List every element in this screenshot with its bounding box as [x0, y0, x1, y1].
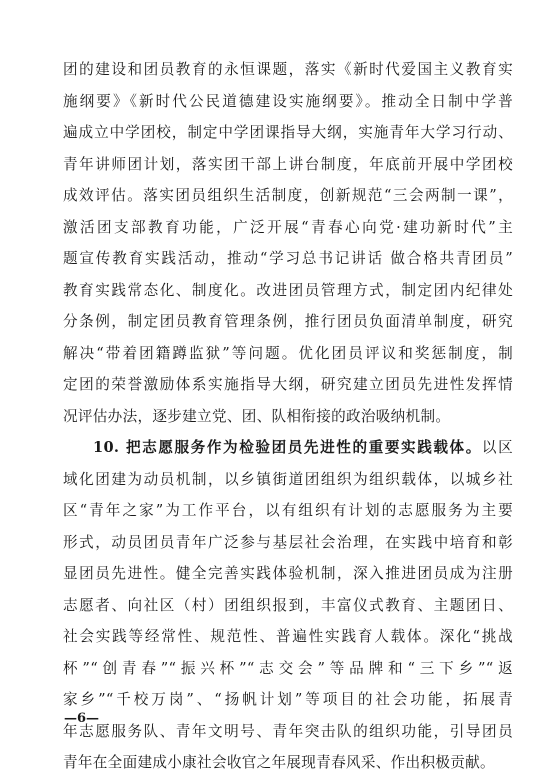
paragraph-line: 题宣传教育实践活动，推动“学习总书记讲话 做合格共青团员”: [63, 250, 513, 267]
paragraph-line: 教育实践常态化、制度化。改进团员管理方式，制定团内纪律处: [63, 281, 513, 299]
paragraph-line: 青年讲师团计划，落实团干部上讲台制度，年底前开展中学团校: [63, 155, 513, 173]
paragraph-line: 社会实践等经常性、规范性、普遍性实践育人载体。深化“挑战: [63, 628, 513, 645]
paragraph-line: 况评估办法，逐步建立党、团、队相衔接的政治吸纳机制。: [63, 407, 451, 425]
page-number: —6—: [64, 711, 100, 726]
paragraph-line: 团的建设和团员教育的永恒课题，落实《新时代爱国主义教育实: [63, 61, 513, 78]
paragraph-line: 年志愿服务队、青年文明号、青年突击队的组织功能，引导团员: [63, 722, 513, 740]
paragraph-line: 家乡”“千校万岗”、“扬帆计划”等项目的社会功能，拓展青: [63, 691, 513, 708]
paragraph-line: 青年在全面建成小康社会收官之年展现青春风采、作出积极贡献。: [63, 754, 495, 771]
paragraph-line: 杯”“创青春”“振兴杯”“志交会”等品牌和“三下乡”“返: [63, 659, 513, 677]
paragraph-line: 区“青年之家”为工作平台，以有组织有计划的志愿服务为主要: [63, 502, 513, 519]
paragraph-line: 遍成立中学团校，制定中学团课指导大纲，实施青年大学习行动、: [63, 124, 513, 141]
paragraph-line: 志愿者、向社区（村）团组织报到，丰富仪式教育、主题团日、: [63, 596, 513, 614]
section-heading-tail: 以区: [481, 439, 513, 456]
paragraph-line: 解决“带着团籍蹲监狱”等问题。优化团员评议和奖惩制度，制: [63, 344, 513, 362]
paragraph-line: 定团的荣誉激励体系实施指导大纲，研究建立团员先进性发挥情: [63, 376, 513, 393]
paragraph-line: 域化团建为动员机制，以乡镇街道团组织为组织载体，以城乡社: [63, 470, 513, 488]
paragraph-line: 分条例，制定团员教育管理条例，推行团员负面清单制度，研究: [63, 313, 513, 330]
paragraph-line: 显团员先进性。健全完善实践体验机制，深入推进团员成为注册: [63, 565, 513, 582]
paragraph-line: 形式，动员团员青年广泛参与基层社会治理，在实践中培育和彰: [63, 533, 513, 551]
section-heading: 10. 把志愿服务作为检验团员先进性的重要实践载体。: [93, 439, 482, 456]
section-heading-line: [93, 432, 513, 464]
paragraph-line: 成效评估。落实团员组织生活制度，创新规范“三会两制一课”，: [63, 187, 513, 204]
paragraph-line: 施纲要》《新时代公民道德建设实施纲要》。推动全日制中学普: [63, 92, 513, 110]
paragraph-line: 激活团支部教育功能，广泛开展“青春心向党·建功新时代”主: [63, 218, 513, 236]
